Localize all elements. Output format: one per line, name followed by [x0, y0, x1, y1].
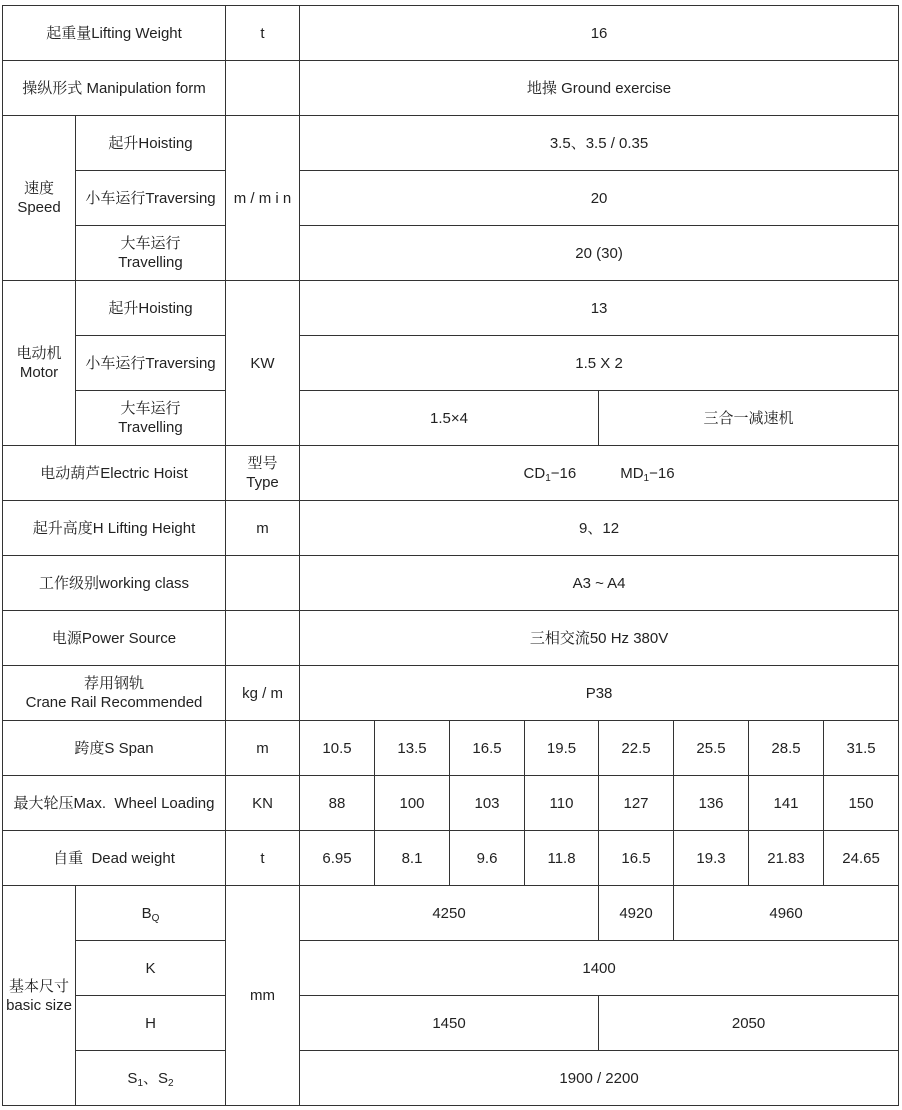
wheel-loading-value: 150 [824, 776, 899, 831]
value-lifting-weight: 16 [300, 6, 899, 61]
unit-electric-hoist-en: Type [246, 474, 279, 491]
value-motor-travelling-a: 1.5×4 [300, 391, 599, 446]
span-value: 31.5 [824, 721, 899, 776]
row-lifting-weight [3, 6, 899, 61]
crane-spec-table [2, 5, 899, 1106]
label-speed-hoisting: 起升Hoisting [76, 116, 226, 171]
hoist-model-cd: $CD_1-16$ [523, 464, 577, 484]
unit-electric-hoist-cn: 型号 [247, 455, 278, 472]
label-electric-hoist: 电动葫芦Electric Hoist [3, 446, 226, 501]
label-basic-s: $S_1$、$S_2$ [76, 1051, 226, 1106]
row-crane-rail [3, 666, 899, 721]
hoist-model-md: $MD_1-16$ [620, 464, 675, 484]
wheel-loading-value: 141 [749, 776, 824, 831]
group-basic-size-en: basic size [6, 996, 72, 1014]
wheel-loading-value: 127 [599, 776, 674, 831]
value-basic-h-a: 1450 [300, 996, 599, 1051]
dead-weight-value: 21.83 [749, 831, 824, 886]
value-motor-hoisting: 13 [300, 281, 899, 336]
span-value: 28.5 [749, 721, 824, 776]
span-value: 22.5 [599, 721, 674, 776]
span-value: 13.5 [375, 721, 450, 776]
group-basic-size-cn: 基本尺寸 [8, 977, 69, 995]
row-manipulation [3, 61, 899, 116]
row-dead-weight [3, 831, 899, 886]
span-value: 10.5 [300, 721, 375, 776]
row-basic-s [3, 1051, 899, 1106]
label-crane-rail-en: Crane Rail Recommended [25, 694, 203, 711]
dead-weight-value: 8.1 [375, 831, 450, 886]
label-speed-travelling [76, 226, 226, 281]
wheel-loading-value: 110 [525, 776, 599, 831]
label-motor-travelling [76, 391, 226, 446]
span-value: 16.5 [450, 721, 525, 776]
value-motor-travelling-b: 三合一减速机 [599, 391, 899, 446]
group-motor [3, 281, 76, 446]
row-basic-h [3, 996, 899, 1051]
value-speed-traversing: 20 [300, 171, 899, 226]
dead-weight-value: 24.65 [824, 831, 899, 886]
value-motor-traversing: 1.5 X 2 [300, 336, 899, 391]
row-motor-hoisting [3, 281, 899, 336]
label-dead-weight: 自重 Dead weight [3, 831, 226, 886]
label-wheel-loading: 最大轮压Max. Wheel Loading [3, 776, 226, 831]
label-speed-traversing: 小车运行Traversing [76, 171, 226, 226]
label-speed-travelling-en: Travelling [118, 254, 183, 271]
group-motor-en: Motor [19, 364, 59, 381]
label-span: 跨度S Span [3, 721, 226, 776]
value-basic-bq-c: 4960 [674, 886, 899, 941]
label-working-class: 工作级别working class [3, 556, 226, 611]
value-working-class: A3 ~ A4 [300, 556, 899, 611]
wheel-loading-value: 88 [300, 776, 375, 831]
row-speed-travelling [3, 226, 899, 281]
value-crane-rail: P38 [300, 666, 899, 721]
row-motor-traversing [3, 336, 899, 391]
row-power-source [3, 611, 899, 666]
row-basic-bq [3, 886, 899, 941]
label-basic-k: K [76, 941, 226, 996]
dead-weight-value: 11.8 [525, 831, 599, 886]
unit-speed: m / m i n [226, 116, 300, 281]
label-lifting-weight: 起重量Lifting Weight [3, 6, 226, 61]
row-span [3, 721, 899, 776]
row-lifting-height [3, 501, 899, 556]
group-speed-cn: 速度 [23, 180, 54, 197]
value-basic-bq-a: 4250 [300, 886, 599, 941]
unit-electric-hoist [226, 446, 300, 501]
unit-manipulation [226, 61, 300, 116]
value-basic-k: 1400 [300, 941, 899, 996]
group-speed-en: Speed [17, 199, 61, 216]
row-basic-k [3, 941, 899, 996]
value-power-source: 三相交流50 Hz 380V [300, 611, 899, 666]
unit-basic-size: mm [226, 886, 300, 1106]
unit-motor: KW [226, 281, 300, 446]
label-manipulation: 操纵形式 Manipulation form [3, 61, 226, 116]
value-manipulation: 地操 Ground exercise [300, 61, 899, 116]
group-motor-cn: 电动机 [16, 345, 62, 362]
label-motor-traversing: 小车运行Traversing [76, 336, 226, 391]
label-motor-travelling-en: Travelling [118, 419, 183, 436]
unit-wheel-loading: KN [226, 776, 300, 831]
label-crane-rail [3, 666, 226, 721]
row-working-class [3, 556, 899, 611]
label-lifting-height: 起升高度H Lifting Height [3, 501, 226, 556]
row-electric-hoist [3, 446, 899, 501]
unit-power-source [226, 611, 300, 666]
dead-weight-value: 19.3 [674, 831, 749, 886]
value-electric-hoist [300, 446, 899, 501]
row-speed-hoisting [3, 116, 899, 171]
label-power-source: 电源Power Source [3, 611, 226, 666]
unit-lifting-height: m [226, 501, 300, 556]
row-speed-traversing [3, 171, 899, 226]
value-speed-hoisting: 3.5、3.5 / 0.35 [300, 116, 899, 171]
span-value: 25.5 [674, 721, 749, 776]
unit-dead-weight: t [226, 831, 300, 886]
unit-crane-rail: kg / m [226, 666, 300, 721]
group-speed [3, 116, 76, 281]
value-basic-s: 1900 / 2200 [300, 1051, 899, 1106]
label-speed-travelling-cn: 大车运行 [120, 235, 181, 252]
row-motor-travelling [3, 391, 899, 446]
value-speed-travelling: 20 (30) [300, 226, 899, 281]
dead-weight-value: 6.95 [300, 831, 375, 886]
dead-weight-value: 16.5 [599, 831, 674, 886]
value-basic-bq-b: 4920 [599, 886, 674, 941]
label-basic-h: H [76, 996, 226, 1051]
unit-working-class [226, 556, 300, 611]
row-wheel-loading [3, 776, 899, 831]
unit-lifting-weight: t [226, 6, 300, 61]
value-lifting-height: 9、12 [300, 501, 899, 556]
span-value: 19.5 [525, 721, 599, 776]
dead-weight-value: 9.6 [450, 831, 525, 886]
value-basic-h-b: 2050 [599, 996, 899, 1051]
wheel-loading-value: 136 [674, 776, 749, 831]
unit-span: m [226, 721, 300, 776]
wheel-loading-value: 103 [450, 776, 525, 831]
label-motor-hoisting: 起升Hoisting [76, 281, 226, 336]
group-basic-size [3, 886, 76, 1106]
label-crane-rail-cn: 荐用钢轨 [84, 675, 145, 692]
label-basic-bq: $B_Q$ [76, 886, 226, 941]
label-motor-travelling-cn: 大车运行 [120, 400, 181, 417]
wheel-loading-value: 100 [375, 776, 450, 831]
